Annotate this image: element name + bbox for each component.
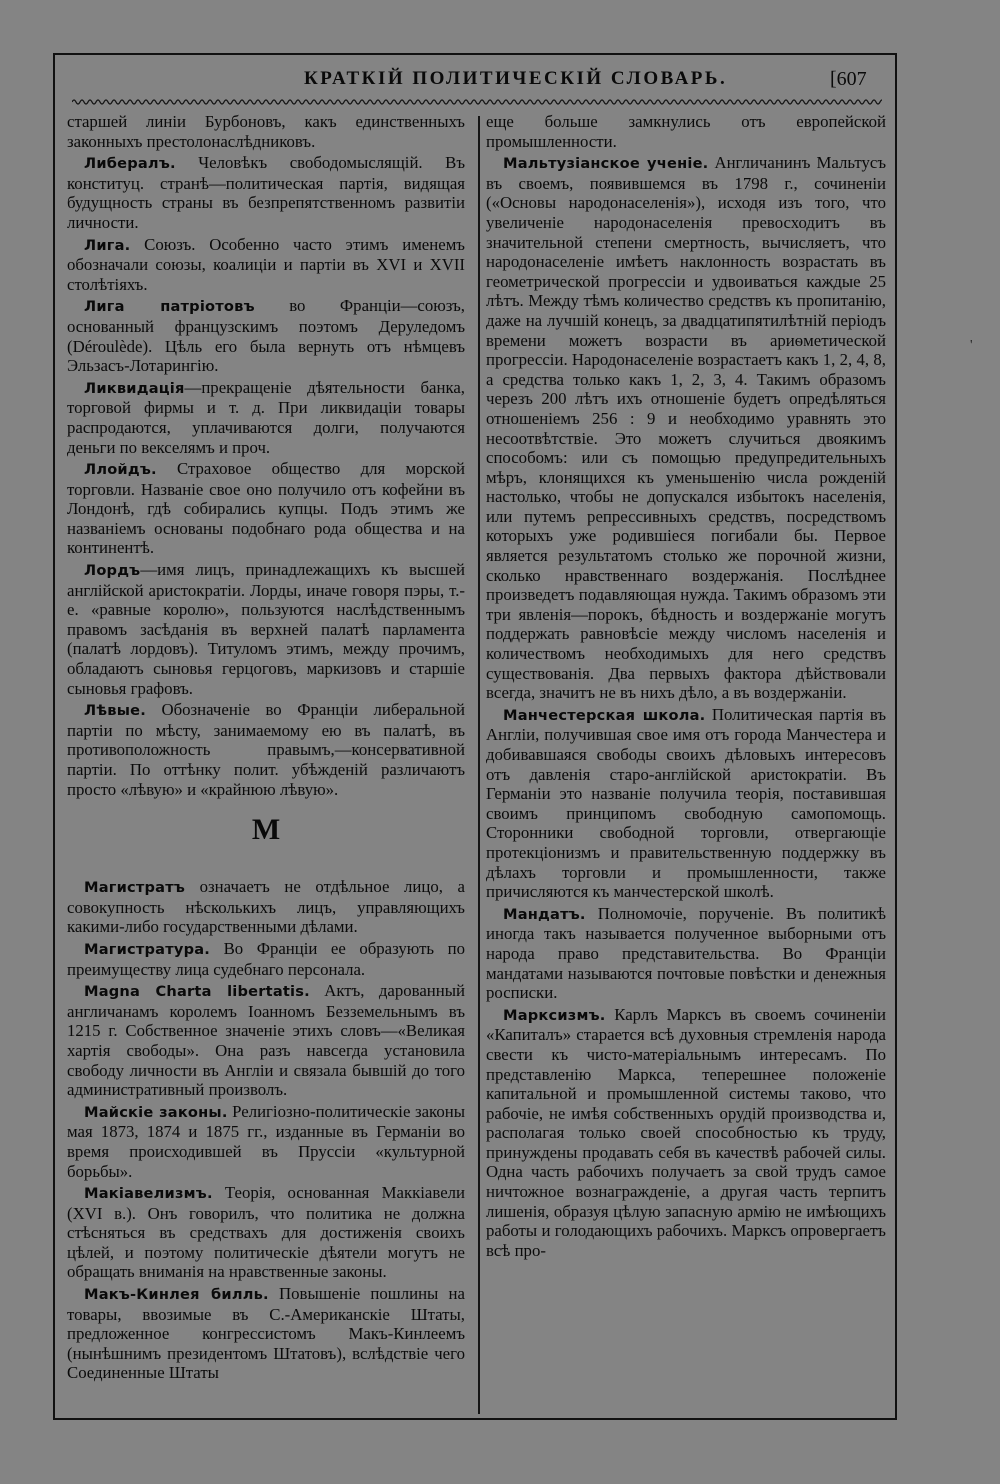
page-header xyxy=(60,64,890,100)
entry-definition: —имя лицъ, принадлежащихъ къ высшей англійской аристократіи. Лорды, иначе говоря пэры, т.-е. «равные королю», пользуются наслѣдственнымъ правомъ засѣданія въ верхней палатѣ парламента (палатѣ лордовъ). Титуломъ этимъ, между прочимъ, обладаютъ сыновья герцоговъ, маркизовъ и старшіе сыновья графовъ. xyxy=(67,560,465,698)
entry-definition: Союзъ. Особенно часто этимъ именемъ обозначали союзы, коалиціи и партіи въ XVI и XVII столѣтіяхъ. xyxy=(67,234,465,294)
entry-definition: Человѣкъ свободомыслящій. Въ конституц. странѣ—политическая партія, видящая будущность страны въ безпрепятственномъ развитіи личности. xyxy=(67,153,465,232)
entry-definition: Обозначеніе во Франціи либеральной партіи по мѣсту, занимаемому ею въ палатѣ, въ противоположность правымъ,—консервативной партіи. По оттѣнку полит. убѣжденій различаютъ просто «лѣвую» и «крайнюю лѣвую». xyxy=(67,700,465,799)
entry-definition: Теорія, основанная Маккіавели (XVI в.). Онъ говорилъ, что политика не должна стѣсняться въ средствахъ для достиженія своихъ цѣлей, и поэтому политическіе дѣятели могутъ не обращать вниманія на нравственные законы. xyxy=(67,1183,465,1282)
entry-term: Magna Charta libertatis. xyxy=(84,983,310,1001)
entry-term: Макъ-Кинлея билль. xyxy=(84,1286,269,1304)
entry-term: Либералъ. xyxy=(84,155,176,173)
entry-definition: Страховое общество для морской торговли. Названіе свое оно получило отъ кофейни въ Лондонѣ, гдѣ собирались купцы. Подъ этимъ же названіемъ основаны подобнаго рода общества и на континентѣ. xyxy=(67,459,465,558)
entry-term: Манчестерская школа. xyxy=(503,706,706,724)
entry-term: Мальтузіанское ученіе. xyxy=(503,155,709,173)
continuation-text: еще больше замкнулись отъ европейской промышленности. xyxy=(486,112,886,151)
dictionary-entry xyxy=(67,981,465,1100)
entry-term: Ллойдъ. xyxy=(84,461,157,479)
entry-term: Лига. xyxy=(84,236,131,254)
margin-mark: ' xyxy=(970,338,973,353)
entry-term: Лордъ xyxy=(84,562,141,580)
dictionary-entry xyxy=(67,877,465,937)
dictionary-entry xyxy=(67,1183,465,1282)
dictionary-entry xyxy=(67,560,465,698)
entry-definition: во Франціи—союзъ, основанный французскимъ поэтомъ Деруледомъ (Déroulède). Цѣль его была вернуть отъ нѣмцевъ Эльзасъ-Лотарингію. xyxy=(67,296,465,376)
entry-term: Марксизмъ. xyxy=(503,1006,606,1024)
entries-block-m xyxy=(67,877,465,1383)
entry-term: Майскіе законы. xyxy=(84,1103,228,1121)
entry-definition: Политическая партія въ Англіи, получившая свое имя отъ города Манчестера и добивавшаяся свободы своихъ дѣловыхъ интересовъ отъ давленія старо-англійской аристократіи. Въ Германіи это названіе получила теорія, поставившая своимъ принципомъ свободную самопомощь. Сторонники свободной торговли, отвергающіе протекціонизмъ и правительственную поддержку въ дѣлахъ торговли и промышленности, также причисляются къ манчестерской школѣ. xyxy=(486,704,886,902)
entry-term: Макіавелизмъ. xyxy=(84,1185,213,1203)
entry-term: Лѣвые. xyxy=(84,702,146,720)
running-title: КРАТКІЙ ПОЛИТИЧЕСКІЙ СЛОВАРЬ. xyxy=(304,68,728,89)
dictionary-entry xyxy=(67,700,465,799)
wavy-rule xyxy=(72,96,882,108)
dictionary-entry xyxy=(486,705,886,902)
entry-definition: Религіозно-политическіе законы мая 1873, 1874 и 1875 гг., изданные въ Германіи во время происходившей въ Пруссіи «культурной борьбы». xyxy=(67,1101,465,1181)
dictionary-entry xyxy=(67,153,465,232)
dictionary-entry xyxy=(67,235,465,295)
entry-definition: Карлъ Марксъ въ своемъ сочиненіи «Капиталъ» старается всѣ духовныя стремленія народа свести къ чисто-матеріальнымъ интересамъ. По представленію Маркса, теперешнее положеніе капитальной и промышленной системы таково, что рабочіе, не имѣя собственныхъ орудій производства и, располагая только своей способностью къ труду, принуждены продавать себя въ качествѣ рабочей силы. Одна часть рабочихъ получаетъ за свой трудъ самое ничтожное вознагражденіе, а другая часть терпитъ лишенія, образуя цѣлую запасную армію не имѣющихъ работы и голодающихъ рабочихъ. Марксъ опровергаетъ всѣ про- xyxy=(486,1004,886,1260)
dictionary-entry xyxy=(486,153,886,703)
dictionary-entry xyxy=(486,904,886,1003)
entry-definition: Актъ, дарованный англичанамъ королемъ Іоанномъ Безземельнымъ въ 1215 г. Собственное значеніе этихъ словъ—«Великая хартія свободы». Она разъ навсегда установила свободу личности въ Англіи и связала бывшій до того административный произволъ. xyxy=(67,981,465,1100)
entries-block-right xyxy=(486,153,886,1260)
entry-definition: —прекращеніе дѣятельности банка, торговой фирмы и т. д. При ликвидаціи товары распродаются, уплачиваются долги, получаются деньги по векселямъ и проч. xyxy=(67,377,465,457)
entry-term: Мандатъ. xyxy=(503,905,586,923)
entry-term: Магистратъ xyxy=(84,879,186,897)
left-column xyxy=(67,112,465,1417)
entries-block-l xyxy=(67,153,465,799)
right-column xyxy=(486,112,886,1417)
dictionary-entry xyxy=(67,1102,465,1181)
dictionary-entry xyxy=(67,939,465,979)
dictionary-entry xyxy=(67,296,465,375)
entry-term: Лига патріотовъ xyxy=(84,298,255,316)
page-number: [607 xyxy=(830,68,867,90)
letter-heading: М xyxy=(251,813,281,847)
entry-definition: Англичанинъ Мальтусъ въ своемъ, появившемся въ 1798 г., сочиненіи («Основы народонаселенія»), исходя изъ того, что увеличеніе народонаселенія превосходитъ въ значительной степени смертность, вычисляетъ, что народонаселеніе имѣетъ наклонность возрастать въ геометрической прогрессіи и удвоиваться каждые 25 лѣтъ. Между тѣмъ количество средствъ къ пропитанію, даже на лучшій конецъ, за двадцатипятилѣтній періодъ времени можетъ возрасти въ ариѳметической прогрессіи. Народонаселеніе возрастаетъ какъ 1, 2, 4, 8, а средства только какъ 1, 2, 3, 4. Такимъ образомъ черезъ 200 лѣтъ ихъ отношеніе будетъ опредѣляться отношеніемъ 256 : 9 и необходимо уравнять это несоотвѣтствіе. Это можетъ случиться двоякимъ способомъ: или съ помощью предупредительныхъ мѣръ, клонящихся къ уменьшенію числа рожденій настолько, чтобы не допускался избытокъ населенія, или путемъ репрессивныхъ средствъ, посредствомъ которыхъ уже родившіеся погибали бы. Первое является результатомъ столько же порочной жизни, сколько нравственнаго воздержанія. Послѣднее произведетъ подавляющая нужда. Такимъ образомъ эти три явленія—порокъ, бѣдность и воздержаніе могутъ поддержать равновѣсіе между числомъ населенія и количествомъ необходимыхъ для него средствъ существованія. Два первыхъ фактора дѣйствовали всегда, значитъ не въ нихъ дѣло, а въ воздержаніи. xyxy=(486,153,886,703)
dictionary-entry xyxy=(67,1284,465,1383)
entry-definition: Во Франціи ее образують по преимуществу лица судебнаго персонала. xyxy=(67,938,465,979)
dictionary-entry xyxy=(486,1005,886,1261)
entry-definition: означаетъ не отдѣльное лицо, а совокупность нѣсколькихъ лицъ, управляющихъ какими-либо государственными дѣлами. xyxy=(67,877,465,937)
dictionary-entry xyxy=(67,459,465,558)
entry-term: Ликвидація xyxy=(84,379,185,397)
column-divider xyxy=(478,116,480,1414)
entry-definition: Полномочіе, порученіе. Въ политикѣ иногда такъ называется полученное выборными отъ народа право представительства. Во Франціи мандатами называются почтовые повѣстки и денежныя росписки. xyxy=(486,903,886,1003)
entry-term: Магистратура. xyxy=(84,940,211,958)
continuation-text: старшей линіи Бурбоновъ, какъ единственныхъ законныхъ престолонаслѣдниковъ. xyxy=(67,112,465,151)
entry-definition: Повышеніе пошлины на товары, ввозимые въ С.-Американскіе Штаты, предложенное конгрессистомъ Макъ-Кинлеемъ (нынѣшнимъ президентомъ Штатовъ), вслѣдствіе чего Соединенные Штаты xyxy=(67,1284,465,1383)
dictionary-entry xyxy=(67,378,465,457)
